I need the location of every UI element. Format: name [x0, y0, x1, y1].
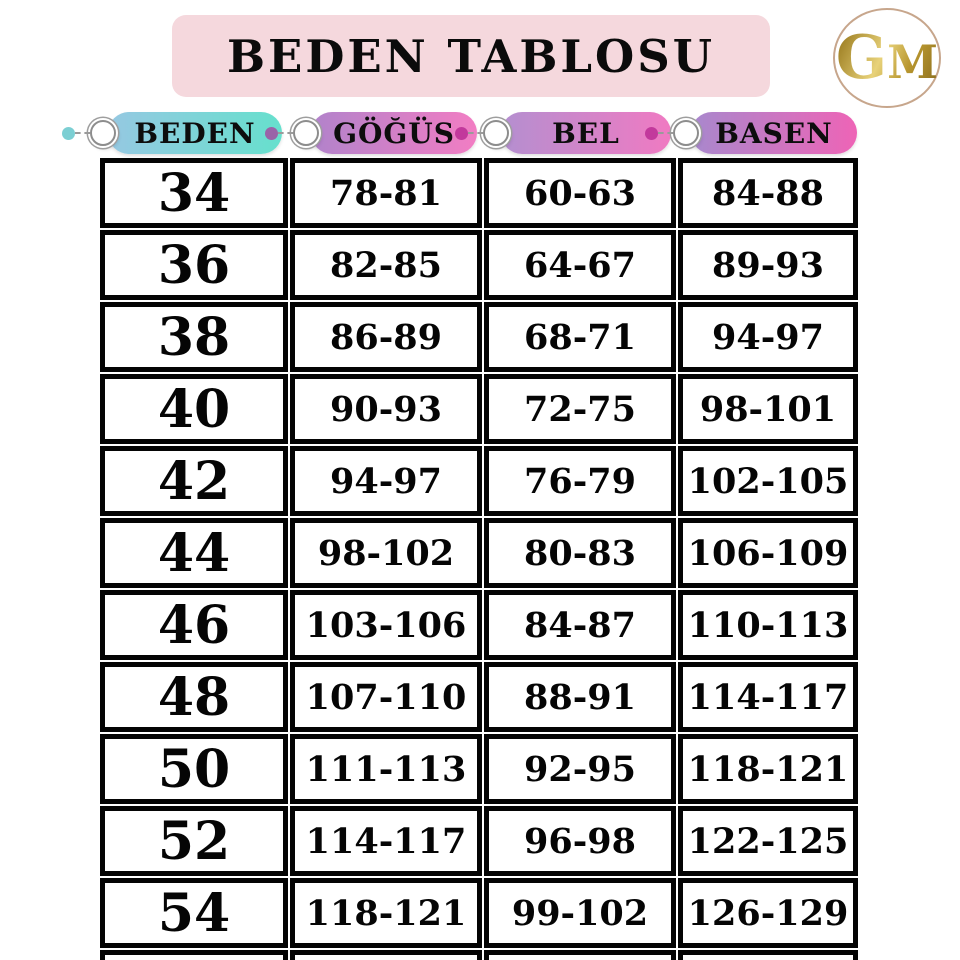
partial-row-cell: [484, 950, 676, 960]
column-header-label: BEDEN: [134, 116, 256, 150]
measure-range-cell: 96-98: [484, 806, 676, 876]
size-cell: 44: [100, 518, 288, 588]
measure-range-cell: 126-129: [678, 878, 858, 948]
brand-logo: [833, 8, 941, 108]
partial-row-cell: [678, 950, 858, 960]
measure-range-cell: 84-87: [484, 590, 676, 660]
measure-range-cell: 80-83: [484, 518, 676, 588]
measure-range-cell: 82-85: [290, 230, 482, 300]
measure-range-cell: 92-95: [484, 734, 676, 804]
measure-range-cell: 111-113: [290, 734, 482, 804]
measure-range-cell: 102-105: [678, 446, 858, 516]
measure-range-cell: 94-97: [290, 446, 482, 516]
connector-dot-icon: [265, 127, 278, 140]
size-cell: 46: [100, 590, 288, 660]
connector-dot-icon: [62, 127, 75, 140]
connector-dashed-line: [75, 132, 90, 134]
partial-row-cell: [290, 950, 482, 960]
measure-range-cell: 60-63: [484, 158, 676, 228]
measure-range-cell: 118-121: [678, 734, 858, 804]
size-cell: 36: [100, 230, 288, 300]
size-cell: 48: [100, 662, 288, 732]
page-title-banner: [172, 15, 770, 97]
connector-ring-icon: [293, 120, 319, 146]
connector-dashed-line: [278, 132, 293, 134]
connector-dot-icon: [645, 127, 658, 140]
column-header-label: BASEN: [715, 116, 833, 150]
size-cell: 52: [100, 806, 288, 876]
column-header-gogus: [265, 112, 477, 154]
header-pill: [108, 112, 282, 154]
measure-range-cell: 68-71: [484, 302, 676, 372]
size-cell: 42: [100, 446, 288, 516]
measure-range-cell: 88-91: [484, 662, 676, 732]
column-header-bel: [455, 112, 671, 154]
measure-range-cell: 86-89: [290, 302, 482, 372]
measure-range-cell: 94-97: [678, 302, 858, 372]
size-table: [100, 158, 858, 960]
column-header-basen: [645, 112, 857, 154]
measure-range-cell: 64-67: [484, 230, 676, 300]
size-cell: 40: [100, 374, 288, 444]
measure-range-cell: 118-121: [290, 878, 482, 948]
size-cell: 38: [100, 302, 288, 372]
measure-range-cell: 98-101: [678, 374, 858, 444]
measure-range-cell: 122-125: [678, 806, 858, 876]
partial-row-cell: [100, 950, 288, 960]
measure-range-cell: 89-93: [678, 230, 858, 300]
size-cell: 34: [100, 158, 288, 228]
measure-range-cell: 98-102: [290, 518, 482, 588]
measure-range-cell: 107-110: [290, 662, 482, 732]
measure-range-cell: 76-79: [484, 446, 676, 516]
measure-range-cell: 72-75: [484, 374, 676, 444]
connector-dashed-line: [468, 132, 483, 134]
column-header-label: BEL: [552, 116, 620, 150]
header-pill: [691, 112, 857, 154]
measure-range-cell: 114-117: [290, 806, 482, 876]
header-pill: [311, 112, 477, 154]
measure-range-cell: 114-117: [678, 662, 858, 732]
connector-ring-icon: [673, 120, 699, 146]
size-cell: 50: [100, 734, 288, 804]
measure-range-cell: 106-109: [678, 518, 858, 588]
column-header-label: GÖĞÜS: [333, 116, 455, 150]
measure-range-cell: 110-113: [678, 590, 858, 660]
measure-range-cell: 99-102: [484, 878, 676, 948]
measure-range-cell: 84-88: [678, 158, 858, 228]
measure-range-cell: 103-106: [290, 590, 482, 660]
connector-dot-icon: [455, 127, 468, 140]
size-cell: 54: [100, 878, 288, 948]
connector-ring-icon: [483, 120, 509, 146]
measure-range-cell: 78-81: [290, 158, 482, 228]
connector-dashed-line: [658, 132, 673, 134]
measure-range-cell: 90-93: [290, 374, 482, 444]
connector-ring-icon: [90, 120, 116, 146]
column-header-beden: [62, 112, 282, 154]
page-title: BEDEN TABLOSU: [226, 29, 715, 83]
brand-logo-monogram: GM: [835, 23, 939, 93]
